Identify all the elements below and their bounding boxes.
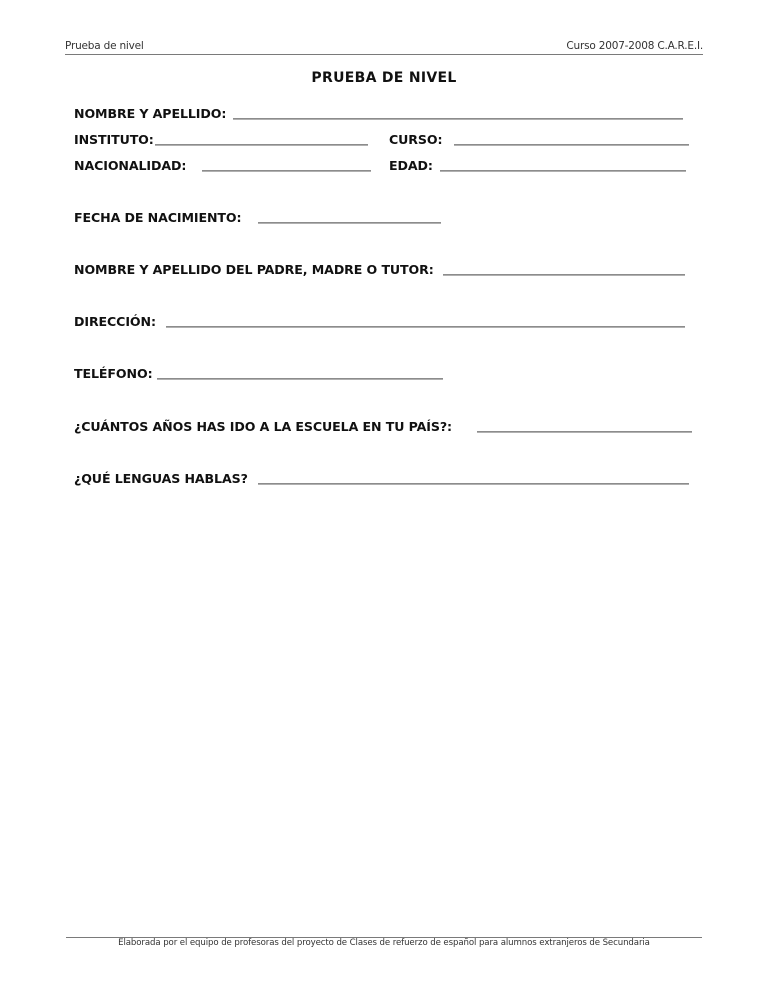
lenguas-label: ¿QUÉ LENGUAS HABLAS? [74, 471, 248, 486]
anos-escuela-label: ¿CUÁNTOS AÑOS HAS IDO A LA ESCUELA EN TU PAÍS?: [74, 419, 452, 434]
edad-input-line[interactable] [440, 170, 686, 172]
fecha-nacimiento-input-line[interactable] [258, 222, 441, 224]
fecha-nacimiento-label: FECHA DE NACIMIENTO: [74, 210, 242, 225]
edad-label: EDAD: [389, 158, 433, 173]
telefono-label: TELÉFONO: [74, 366, 153, 381]
telefono-input-line[interactable] [157, 378, 443, 380]
nombre-input-line[interactable] [233, 118, 683, 120]
nacionalidad-label: NACIONALIDAD: [74, 158, 187, 173]
anos-escuela-input-line[interactable] [477, 431, 692, 433]
instituto-input-line[interactable] [155, 144, 368, 146]
header-right-text: Curso 2007-2008 C.A.R.E.I. [566, 40, 703, 52]
footer-text: Elaborada por el equipo de profesoras del proyecto de Clases de refuerzo de español para alumnos extranjeros de Secundaria [118, 938, 650, 948]
header-left-text: Prueba de nivel [65, 40, 144, 52]
direccion-label: DIRECCIÓN: [74, 314, 156, 329]
instituto-label: INSTITUTO: [74, 132, 154, 147]
curso-input-line[interactable] [454, 144, 689, 146]
nombre-label: NOMBRE Y APELLIDO: [74, 106, 227, 121]
header-divider [65, 54, 703, 55]
page-title: PRUEBA DE NIVEL [311, 70, 457, 86]
tutor-label: NOMBRE Y APELLIDO DEL PADRE, MADRE O TUTOR: [74, 262, 434, 277]
direccion-input-line[interactable] [166, 326, 685, 328]
lenguas-input-line[interactable] [258, 483, 689, 485]
tutor-input-line[interactable] [443, 274, 685, 276]
curso-label: CURSO: [389, 132, 443, 147]
nacionalidad-input-line[interactable] [202, 170, 371, 172]
